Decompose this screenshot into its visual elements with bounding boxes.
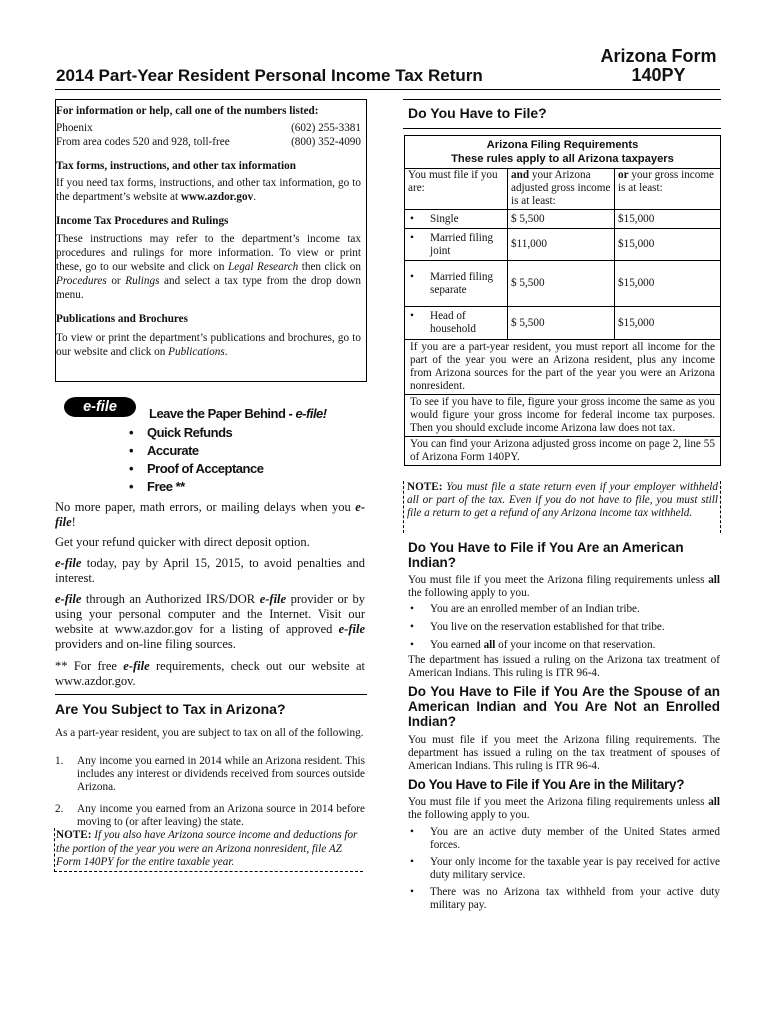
subject-heading: Are You Subject to Tax in Arizona? <box>55 701 286 717</box>
file-note: NOTE: You must file a state return even if your employer withheld all or part of the tax. Even if you do not have to file, you must still file a return to get a refund of any Arizona income tax withheld. <box>407 481 718 519</box>
table-row: • Married filing separate $ 5,500 $15,000 <box>405 261 721 307</box>
document-title: 2014 Part-Year Resident Personal Income Tax Return <box>56 66 483 85</box>
form-title-line2: 140PY <box>631 65 686 85</box>
efile-paragraph-4: e-file through an Authorized IRS/DOR e-file provider or by using your personal computer and the Internet. Visit our website at www.azdor.gov for a listing of approved e-file providers and on-line filing sources. <box>55 592 366 651</box>
section-divider <box>55 694 367 695</box>
column-header: and your Arizona adjusted gross income is at least: <box>508 169 615 210</box>
phone-label: From area codes 520 and 928, toll-free <box>56 136 230 148</box>
subject-note: NOTE: If you also have Arizona source income and deductions for the portion of the year you were an Arizona nonresident, file AZ Form 140PY for the entire taxable year. <box>56 829 358 868</box>
phone-number: (602) 255-3381 <box>291 122 361 134</box>
list-item: • Free ** <box>129 478 263 496</box>
table-note: If you are a part-year resident, you must report all income for the part of the year you were an Arizona resident, plus any income from Arizona sources for the part of the year you were an Arizona nonresident. <box>405 340 721 395</box>
info-heading: For information or help, call one of the numbers listed: <box>56 105 319 117</box>
info-box <box>55 99 367 382</box>
subject-list <box>55 755 365 829</box>
list-item: • Quick Refunds <box>129 424 263 442</box>
military-list <box>408 826 720 912</box>
spouse-heading: Do You Have to File if You Are the Spouse of an American Indian and You Are Not an Enrolled Indian? <box>408 684 720 729</box>
table-note: To see if you have to file, figure your gross income the same as you would figure your gross income for federal income tax purposes. Then you should exclude income Arizona law does not tax. <box>405 395 721 437</box>
have-to-file-heading: Do You Have to File? <box>408 105 547 121</box>
phone-number: (800) 352-4090 <box>291 136 361 148</box>
efile-paragraph-2: Get your refund quicker with direct deposit option. <box>55 535 310 549</box>
american-indian-heading: Do You Have to File if You Are an American Indian? <box>408 540 684 570</box>
list-item: • Your only income for the taxable year is pay received for active duty military service. <box>408 856 720 882</box>
efile-badge-icon: e-file <box>64 397 136 417</box>
subject-intro: As a part-year resident, you are subject to tax on all of the following. <box>55 727 364 739</box>
efile-tagline: Leave the Paper Behind - e-file! <box>149 406 327 421</box>
list-item: • You live on the reservation established for that tribe. <box>408 621 720 634</box>
table-top-rule <box>403 128 721 129</box>
section-divider <box>403 99 721 100</box>
forms-heading: Tax forms, instructions, and other tax information <box>56 160 296 172</box>
publications-link[interactable]: Publications <box>168 346 225 358</box>
procedures-text: These instructions may refer to the department’s income tax procedures and rulings for more information. To view or print these, go to our website and click on Legal Research then click on Procedures or Rulings and select a tax type from the drop down menu. <box>56 233 362 301</box>
phone-row-tollfree <box>56 135 361 149</box>
efile-paragraph-5: ** For free e-file requirements, check out our website at www.azdor.gov. <box>55 659 365 688</box>
publications-heading: Publications and Brochures <box>56 313 188 325</box>
publications-text: To view or print the department’s publications and brochures, go to our website and click on Publications. <box>56 332 361 358</box>
procedures-link[interactable]: Procedures <box>56 275 107 287</box>
list-item: • There was no Arizona tax withheld from your active duty military pay. <box>408 886 720 912</box>
list-item: • Proof of Acceptance <box>129 460 263 478</box>
table-row: • Head of household $ 5,500 $15,000 <box>405 307 721 340</box>
american-indian-list <box>408 603 720 652</box>
procedures-heading: Income Tax Procedures and Rulings <box>56 215 229 227</box>
table-title: Arizona Filing Requirements These rules apply to all Arizona taxpayers <box>405 136 721 169</box>
header-divider <box>55 89 720 90</box>
efile-paragraph-1: No more paper, math errors, or mailing delays when you e-file! <box>55 500 365 529</box>
legal-research-link[interactable]: Legal Research <box>228 261 299 273</box>
forms-text: If you need tax forms, instructions, and other tax information, go to the department’s website at www.azdor.gov. <box>56 177 361 203</box>
phone-row-phoenix <box>56 121 361 135</box>
table-note: You can find your Arizona adjusted gross income on page 2, line 55 of Arizona Form 140PY. <box>405 437 721 466</box>
military-heading: Do You Have to File if You Are in the Military? <box>408 777 685 792</box>
form-title-line1: Arizona Form <box>600 46 717 66</box>
spouse-text: You must file if you meet the Arizona filing requirements. The department has issued a ruling on the tax treatment of spouses of American Indians. This ruling is ITR 96-4. <box>408 734 720 772</box>
form-title <box>596 47 721 85</box>
filing-requirements-table <box>404 135 721 466</box>
table-row: • Married filing joint $11,000 $15,000 <box>405 229 721 261</box>
list-item: • You are an active duty member of the United States armed forces. <box>408 826 720 852</box>
efile-benefits-list <box>129 424 263 496</box>
military-intro: You must file if you meet the Arizona filing requirements unless all the following apply to you. <box>408 796 720 821</box>
column-header: or your gross income is at least: <box>615 169 721 210</box>
american-indian-intro: You must file if you meet the Arizona filing requirements unless all the following apply to you. <box>408 574 720 599</box>
list-item: 2. Any income you earned from an Arizona source in 2014 before moving to (or after leaving) the state. <box>55 803 365 828</box>
american-indian-ruling: The department has issued a ruling on the Arizona tax treatment of American Indians. This ruling is ITR 96-4. <box>408 654 720 679</box>
website-link[interactable]: www.azdor.gov <box>180 191 254 203</box>
phone-label: Phoenix <box>56 122 93 134</box>
efile-paragraph-3: e-file today, pay by April 15, 2015, to avoid penalties and interest. <box>55 556 365 585</box>
list-item: 1. Any income you earned in 2014 while an Arizona resident. This includes any interest or dividends received from sources outside Arizona. <box>55 755 365 793</box>
rulings-link[interactable]: Rulings <box>125 275 160 287</box>
list-item: • You are an enrolled member of an Indian tribe. <box>408 603 720 616</box>
column-header: You must file if you are: <box>405 169 508 210</box>
table-row: • Single $ 5,500 $15,000 <box>405 210 721 229</box>
list-item: • You earned all of your income on that reservation. <box>408 639 720 652</box>
list-item: • Accurate <box>129 442 263 460</box>
